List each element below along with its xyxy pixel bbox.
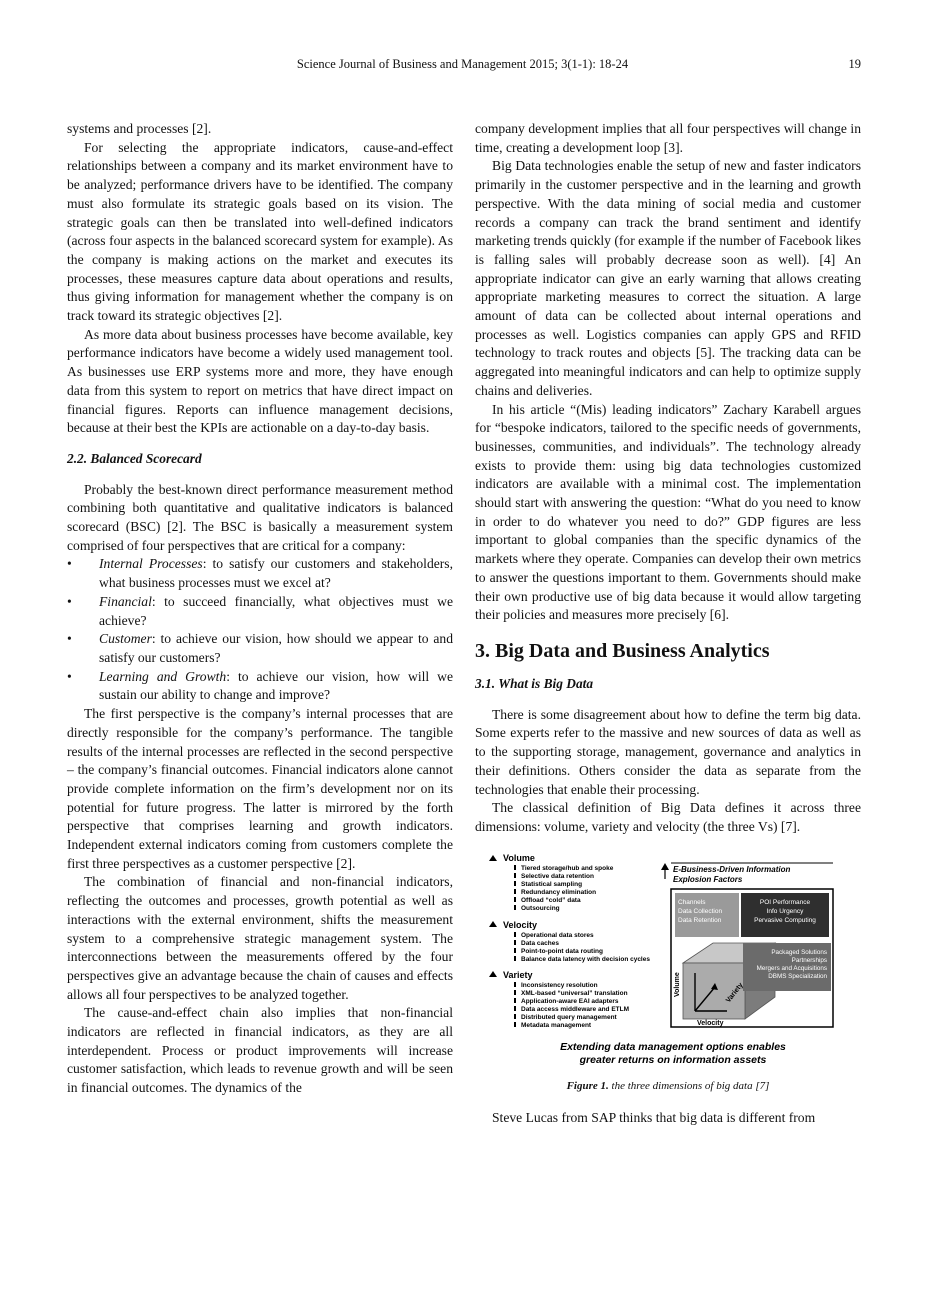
triangle-up-icon bbox=[661, 863, 669, 870]
box-c-item: Mergers and Acquisitions bbox=[756, 964, 827, 972]
triangle-up-icon bbox=[489, 855, 497, 861]
variety-list bbox=[521, 982, 629, 1029]
variety-item: Application-aware EAI adapters bbox=[521, 997, 619, 1005]
volume-item: Offload “cold” data bbox=[521, 896, 581, 904]
factors-title: E-Business-Driven Information bbox=[673, 864, 791, 874]
bullet-icon: • bbox=[67, 593, 72, 609]
axis-velocity-label: Velocity bbox=[697, 1019, 724, 1027]
variety-item: Metadata management bbox=[521, 1021, 592, 1029]
axis-volume-label: Volume bbox=[674, 971, 681, 997]
volume-item: Outsourcing bbox=[521, 904, 560, 912]
box-a-item: Channels bbox=[678, 898, 706, 906]
left-column bbox=[67, 120, 453, 1098]
figure-caption bbox=[475, 1077, 861, 1096]
velocity-item: Operational data stores bbox=[521, 931, 594, 939]
subsection-heading: 3.1. What is Big Data bbox=[475, 675, 594, 691]
volume-list bbox=[521, 865, 614, 912]
paragraph: For selecting the appropriate indicators, cause-and-effect relationships between a company and its market environment have to be analyzed; performance drivers have to be identified. The company must also formulate its strategic goals based on its vision. The strategic goals can then be translated into well-defined indicators (across four aspects in the balanced scorecard system for example). As the company is making actions on the market and executes its processes, these measures capture data about operations and results, thus giving information for management whether the company is on track toward its strategic objectives [2]. bbox=[67, 139, 453, 324]
velocity-item: Data caches bbox=[521, 939, 559, 947]
variety-item: XML-based “universal” translation bbox=[521, 989, 628, 997]
paragraph: Probably the best-known direct performance measurement method combining both quantitative and qualitative indicators is balanced scorecard (BSC) [2]. The BSC is basically a measurement system comprised of four perspectives that are critical for a company: bbox=[67, 481, 453, 553]
right-column bbox=[475, 120, 861, 1128]
bullet-list bbox=[67, 555, 453, 705]
journal-citation: Science Journal of Business and Management 2015; 3(1-1): 18-24 bbox=[296, 57, 629, 71]
paragraph: The first perspective is the company’s internal processes that are directly responsible for the company’s performance. The tangible results of the internal processes are reflected in the second perspective – the company’s financial outcomes. Financial indicators alone cannot provide complete information on the firm’s development nor on its potential for future progress. The latter is mirrored by the forth perspective that comprises learning and growth indicators. Independent external indicators coming from customers complete the first three perspectives as a customer perspective [2]. bbox=[67, 706, 453, 871]
figure-label: Figure 1. bbox=[566, 1079, 609, 1092]
variety-title: Variety bbox=[503, 969, 533, 980]
paragraph: company development implies that all four perspectives will change in time, creating a development loop [3]. bbox=[475, 121, 861, 155]
figure-three-vs bbox=[475, 851, 861, 1069]
list-item-term: Customer bbox=[99, 631, 152, 647]
bullet-icon: • bbox=[67, 668, 72, 684]
paragraph: As more data about business processes have become available, key performance indicators have become a widely used management tool. As businesses use ERP systems more and more, they have enough data from this system to report on metrics that have direct impact on financial figures. Reports can influence management decisions, because at their best the KPIs are actionable on a day-to-day basis. bbox=[67, 326, 453, 436]
axis-variety-label: Variety bbox=[725, 981, 745, 1004]
volume-item: Statistical sampling bbox=[521, 880, 583, 888]
variety-item: Distributed query management bbox=[521, 1013, 617, 1021]
variety-item: Data access middleware and ETLM bbox=[521, 1005, 630, 1013]
section-heading: 3. Big Data and Business Analytics bbox=[475, 639, 770, 662]
box-b-item: POI Performance bbox=[759, 898, 811, 906]
figure-tagline: Extending data management options enables bbox=[560, 1040, 786, 1053]
velocity-item: Balance data latency with decision cycles bbox=[521, 955, 650, 963]
paragraph: Steve Lucas from SAP thinks that big data is different from bbox=[492, 1110, 816, 1126]
list-item-text: : to achieve our vision, how should we appear to and satisfy our customers? bbox=[99, 631, 453, 665]
bullet-icon: • bbox=[67, 631, 72, 647]
volume-item: Tiered storage/hub and spoke bbox=[521, 864, 614, 872]
paragraph: In his article “(Mis) leading indicators” Zachary Karabell argues for “bespoke indicators, tailored to the specific needs of governments, businesses, communities, and individuals”. The technology already exists to provide them: using big data technologies customized indicators are available with a minimal cost. The implementation should start with answering the question: “What do you need to know in order to do whatever you need to do?” GDP figures are less important to global companies than the specific dynamics of the markets where they operate. Companies can develop their own metrics to answer the questions important to them. Governments should make their own productive use of big data because it would allow targeting their policies and measures more precisely [6]. bbox=[475, 401, 861, 623]
list-item bbox=[67, 668, 453, 705]
paragraph: Big Data technologies enable the setup of new and faster indicators primarily in the customer perspective and in the learning and growth perspective. With the data mining of social media and customer records a company can track the brand sentiment and identify marketing trends quickly (for example if the number of Facebook likes is falling sales will probably decrease soon as well). [4] An appropriate indicator can give an early warning that allows creating appropriate marketing measures to correct the situation. A large amount of data can be collected about internal operations and processes as well. Logistics companies can apply GPS and RFID technology to track routes and objects [5]. The tracking data can be aggregated into meaningful indicators and can help to optimize supply chains and deliveries. bbox=[475, 158, 861, 398]
volume-title: Volume bbox=[503, 852, 535, 863]
box-c-item: Packaged Solutions bbox=[771, 948, 827, 956]
running-header bbox=[0, 57, 925, 75]
paragraph: systems and processes [2]. bbox=[67, 121, 212, 136]
factors-title: Explosion Factors bbox=[673, 874, 743, 884]
item-markers bbox=[514, 865, 516, 1027]
page-number: 19 bbox=[848, 57, 861, 71]
box-a-item: Data Retention bbox=[678, 916, 722, 924]
figure-diagram bbox=[475, 851, 861, 1069]
paragraph: There is some disagreement about how to define the term big data. Some experts refer to the massive and new sources of data as well as to the supporting storage, management, governance and analytics in their definitions. Others consider the data as separate from the technologies that enable their processing. bbox=[475, 706, 861, 797]
list-item-text: : to satisfy our customers and stakeholders, what business processes must we excel at? bbox=[99, 556, 453, 591]
triangle-up-icon bbox=[489, 921, 497, 927]
velocity-item: Point-to-point data routing bbox=[521, 947, 603, 955]
volume-item: Redundancy elimination bbox=[521, 888, 597, 896]
list-item bbox=[67, 630, 453, 667]
variety-item: Inconsistency resolution bbox=[521, 981, 598, 989]
list-item-term: Internal Processes bbox=[99, 556, 203, 572]
box-b-item: Pervasive Computing bbox=[754, 916, 816, 924]
subsection-heading: 2.2. Balanced Scorecard bbox=[67, 450, 202, 466]
volume-item: Selective data retention bbox=[521, 872, 594, 880]
figure-tagline: greater returns on information assets bbox=[579, 1053, 767, 1066]
triangle-up-icon bbox=[489, 971, 497, 977]
box-b-item: Info Urgency bbox=[766, 907, 804, 915]
paragraph: The combination of financial and non-financial indicators, reflecting the outcomes and processes, growth potential as well as interactions with the external environment, shifts the measurement system to a comprehensive strategic management system. The interconnections between the measurements offered by the four perspectives give an advantage because the chain of causes and effects allows all four perspectives to be analyzed together. bbox=[67, 874, 453, 1002]
velocity-list bbox=[521, 932, 650, 963]
list-item-term: Financial bbox=[99, 593, 152, 609]
paragraph: The classical definition of Big Data defines it across three dimensions: volume, variety and velocity (the three Vs) [7]. bbox=[475, 800, 861, 834]
box-c-item: DBMS Specialization bbox=[768, 972, 827, 980]
list-item-text: : to succeed financially, what objectives must we achieve? bbox=[99, 593, 453, 628]
list-item-text: : to achieve our vision, how will we sustain our ability to change and improve? bbox=[99, 668, 453, 703]
box-a-item: Data Collection bbox=[678, 907, 723, 915]
list-item-term: Learning and Growth bbox=[99, 668, 227, 684]
box-c-item: Partnerships bbox=[791, 956, 827, 964]
paragraph: The cause-and-effect chain also implies that non-financial indicators are reflected in financial indicators, as they are all interdependent. Process or product improvements will increase customer satisfaction, which leads to revenue growth and will be seen in financial outcomes. The dynamics of the bbox=[67, 1005, 453, 1096]
bullet-icon: • bbox=[67, 556, 72, 572]
velocity-title: Velocity bbox=[503, 919, 538, 930]
figure-caption-text: the three dimensions of big data [7] bbox=[608, 1079, 770, 1092]
list-item bbox=[67, 593, 453, 630]
list-item bbox=[67, 555, 453, 592]
